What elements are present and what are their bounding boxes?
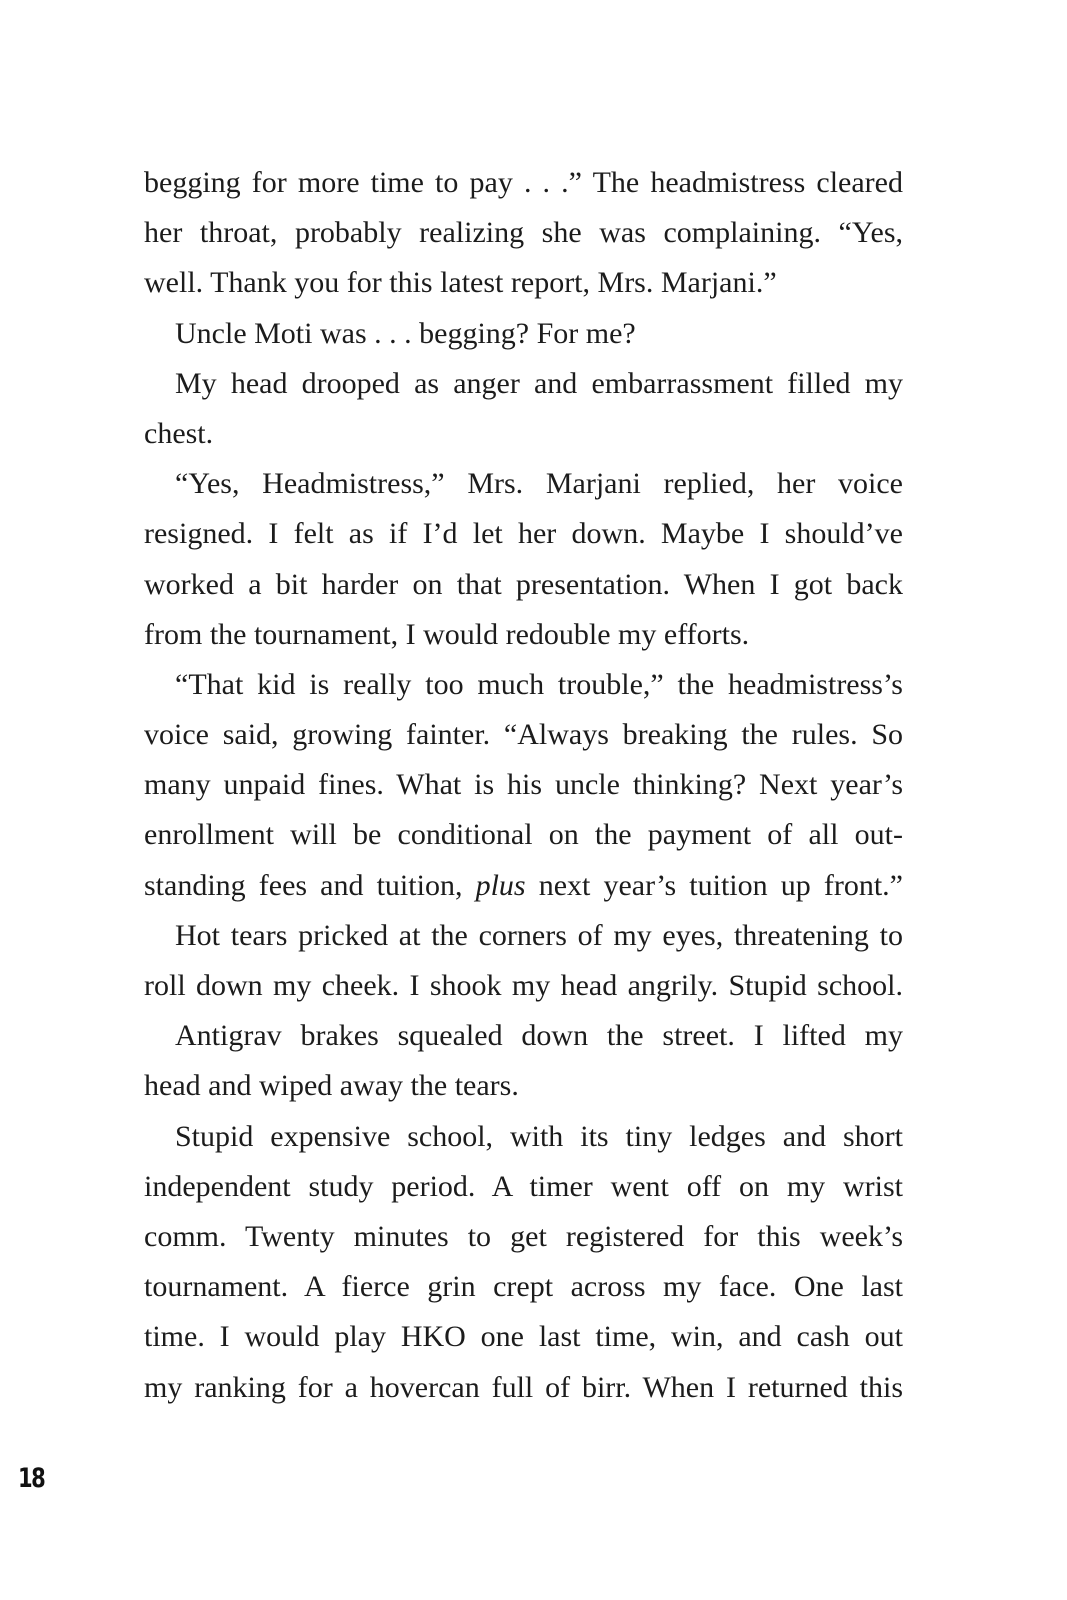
emphasis-word: plus [475, 868, 526, 902]
text-line: from the tournament, I would redouble my efforts. [144, 617, 750, 651]
text-line: comm. Twenty minutes to get registered for this week’s [144, 1219, 903, 1253]
text-line: roll down my cheek. I shook my head angrily. Stupid school. [144, 969, 903, 1002]
text-line: my ranking for a hovercan full of birr. When I returned this [144, 1370, 903, 1404]
text-line: tournament. A fierce grin crept across my face. One last [144, 1270, 903, 1304]
text-line: independent study period. A timer went off on my wrist [144, 1169, 903, 1203]
text-line: Stupid expensive school, with its tiny ledges and short [175, 1119, 903, 1153]
text-line: resigned. I felt as if I’d let her down. Maybe I should’ve [144, 517, 903, 551]
text-line: chest. [144, 416, 214, 450]
page-number: 18 [18, 1463, 45, 1494]
text-line: My head drooped as anger and embarrassment filled my [175, 366, 903, 400]
text-line: time. I would play HKO one last time, win, and cash out [144, 1320, 903, 1354]
text-line: worked a bit harder on that presentation. When I got back [144, 567, 903, 601]
text-line: well. Thank you for this latest report, Mrs. Marjani.” [144, 266, 777, 300]
text-line [144, 861, 903, 911]
text-line: voice said, growing fainter. “Always breaking the rules. So [144, 718, 903, 752]
text-line: Uncle Moti was . . . begging? For me? [175, 316, 636, 350]
text-line-segment: next year’s tuition up front.” [525, 868, 903, 902]
text-line: Hot tears pricked at the corners of my eyes, threatening to [175, 918, 903, 952]
text-line: head and wiped away the tears. [144, 1069, 519, 1103]
text-line: Antigrav brakes squealed down the street. I lifted my [175, 1019, 903, 1053]
text-line: “That kid is really too much trouble,” the headmistress’s [175, 667, 903, 701]
body-text [144, 158, 903, 1413]
text-line: many unpaid fines. What is his uncle thinking? Next year’s [144, 768, 903, 802]
text-line-segment: standing fees and tuition, [144, 868, 476, 902]
text-line: enrollment will be conditional on the payment of all out- [144, 818, 903, 852]
text-line: begging for more time to pay . . .” The headmistress cleared [144, 166, 903, 199]
text-line: her throat, probably realizing she was complaining. “Yes, [144, 216, 903, 250]
text-line: “Yes, Headmistress,” Mrs. Marjani replied, her voice [175, 467, 903, 501]
